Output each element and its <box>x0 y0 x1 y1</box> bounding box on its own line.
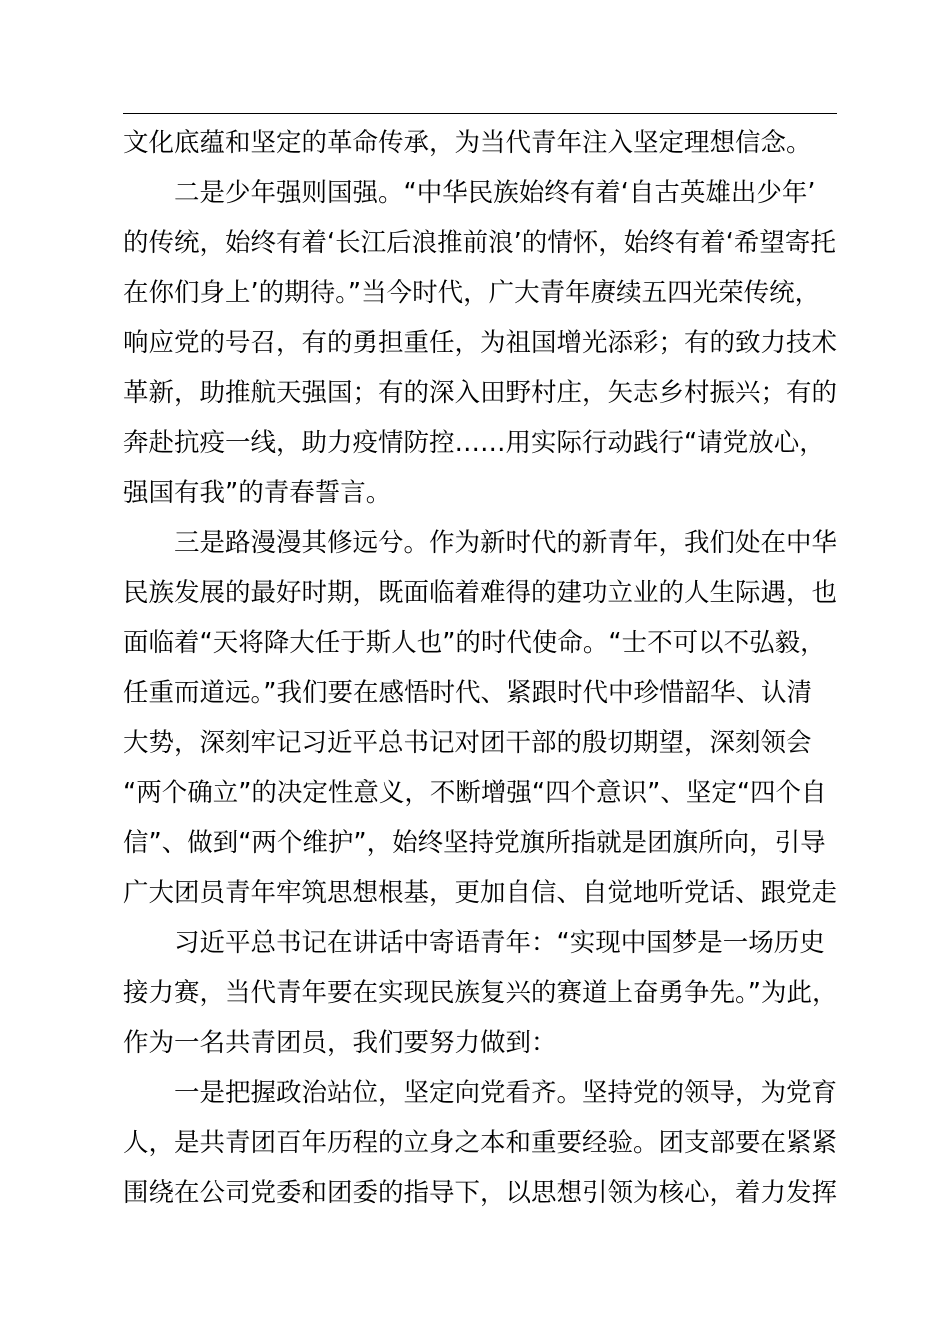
text-line: 在你们身上’的期待。”当今时代，广大青年赓续五四光荣传统， <box>123 278 821 308</box>
text-line: 大势，深刻牢记习近平总书记对团干部的殷切期望，深刻领会 <box>123 728 812 758</box>
text-line: 任重而道远。”我们要在感悟时代、紧跟时代中珍惜韶华、认清 <box>123 678 812 708</box>
text-line: 革新，助推航天强国；有的深入田野村庄，矢志乡村振兴；有的 <box>123 378 838 408</box>
header-rule <box>123 113 837 114</box>
text-line: “两个确立”的决定性意义，不断增强“四个意识”、坚定“四个自 <box>123 778 827 808</box>
text-line: 强国有我”的青春誓言。 <box>123 478 392 508</box>
paragraph-start-line: 一是把握政治站位，坚定向党看齐。坚持党的领导，为党育 <box>174 1078 838 1108</box>
paragraph-start-line: 习近平总书记在讲话中寄语青年：“实现中国梦是一场历史 <box>174 928 825 958</box>
text-line: 面临着“天将降大任于斯人也”的时代使命。“士不可以不弘毅， <box>123 628 826 658</box>
text-line: 接力赛，当代青年要在实现民族复兴的赛道上奋勇争先。”为此， <box>123 978 838 1008</box>
document-body <box>123 118 858 1218</box>
text-line: 广大团员青年牢筑思想根基，更加自信、自觉地听党话、跟党走 <box>123 878 838 908</box>
text-line: 作为一名共青团员，我们要努力做到： <box>123 1028 557 1058</box>
text-line: 文化底蕴和坚定的革命传承，为当代青年注入坚定理想信念。 <box>123 128 812 158</box>
text-line: 响应党的号召，有的勇担重任，为祖国增光添彩；有的致力技术 <box>123 328 838 358</box>
text-line: 信”、做到“两个维护”，始终坚持党旗所指就是团旗所向，引导 <box>123 828 826 858</box>
text-line: 的传统，始终有着‘长江后浪推前浪’的情怀，始终有着‘希望寄托 <box>123 228 836 258</box>
text-line: 奔赴抗疫一线，助力疫情防控……用实际行动践行“请党放心， <box>123 428 825 458</box>
text-line: 民族发展的最好时期，既面临着难得的建功立业的人生际遇，也 <box>123 578 838 608</box>
paragraph-start-line: 三是路漫漫其修远兮。作为新时代的新青年，我们处在中华 <box>174 528 838 558</box>
text-line: 人，是共青团百年历程的立身之本和重要经验。团支部要在紧紧 <box>123 1128 838 1158</box>
paragraph-start-line: 二是少年强则国强。“中华民族始终有着‘自古英雄出少年’ <box>174 178 816 208</box>
text-line: 围绕在公司党委和团委的指导下，以思想引领为核心，着力发挥 <box>123 1178 838 1208</box>
